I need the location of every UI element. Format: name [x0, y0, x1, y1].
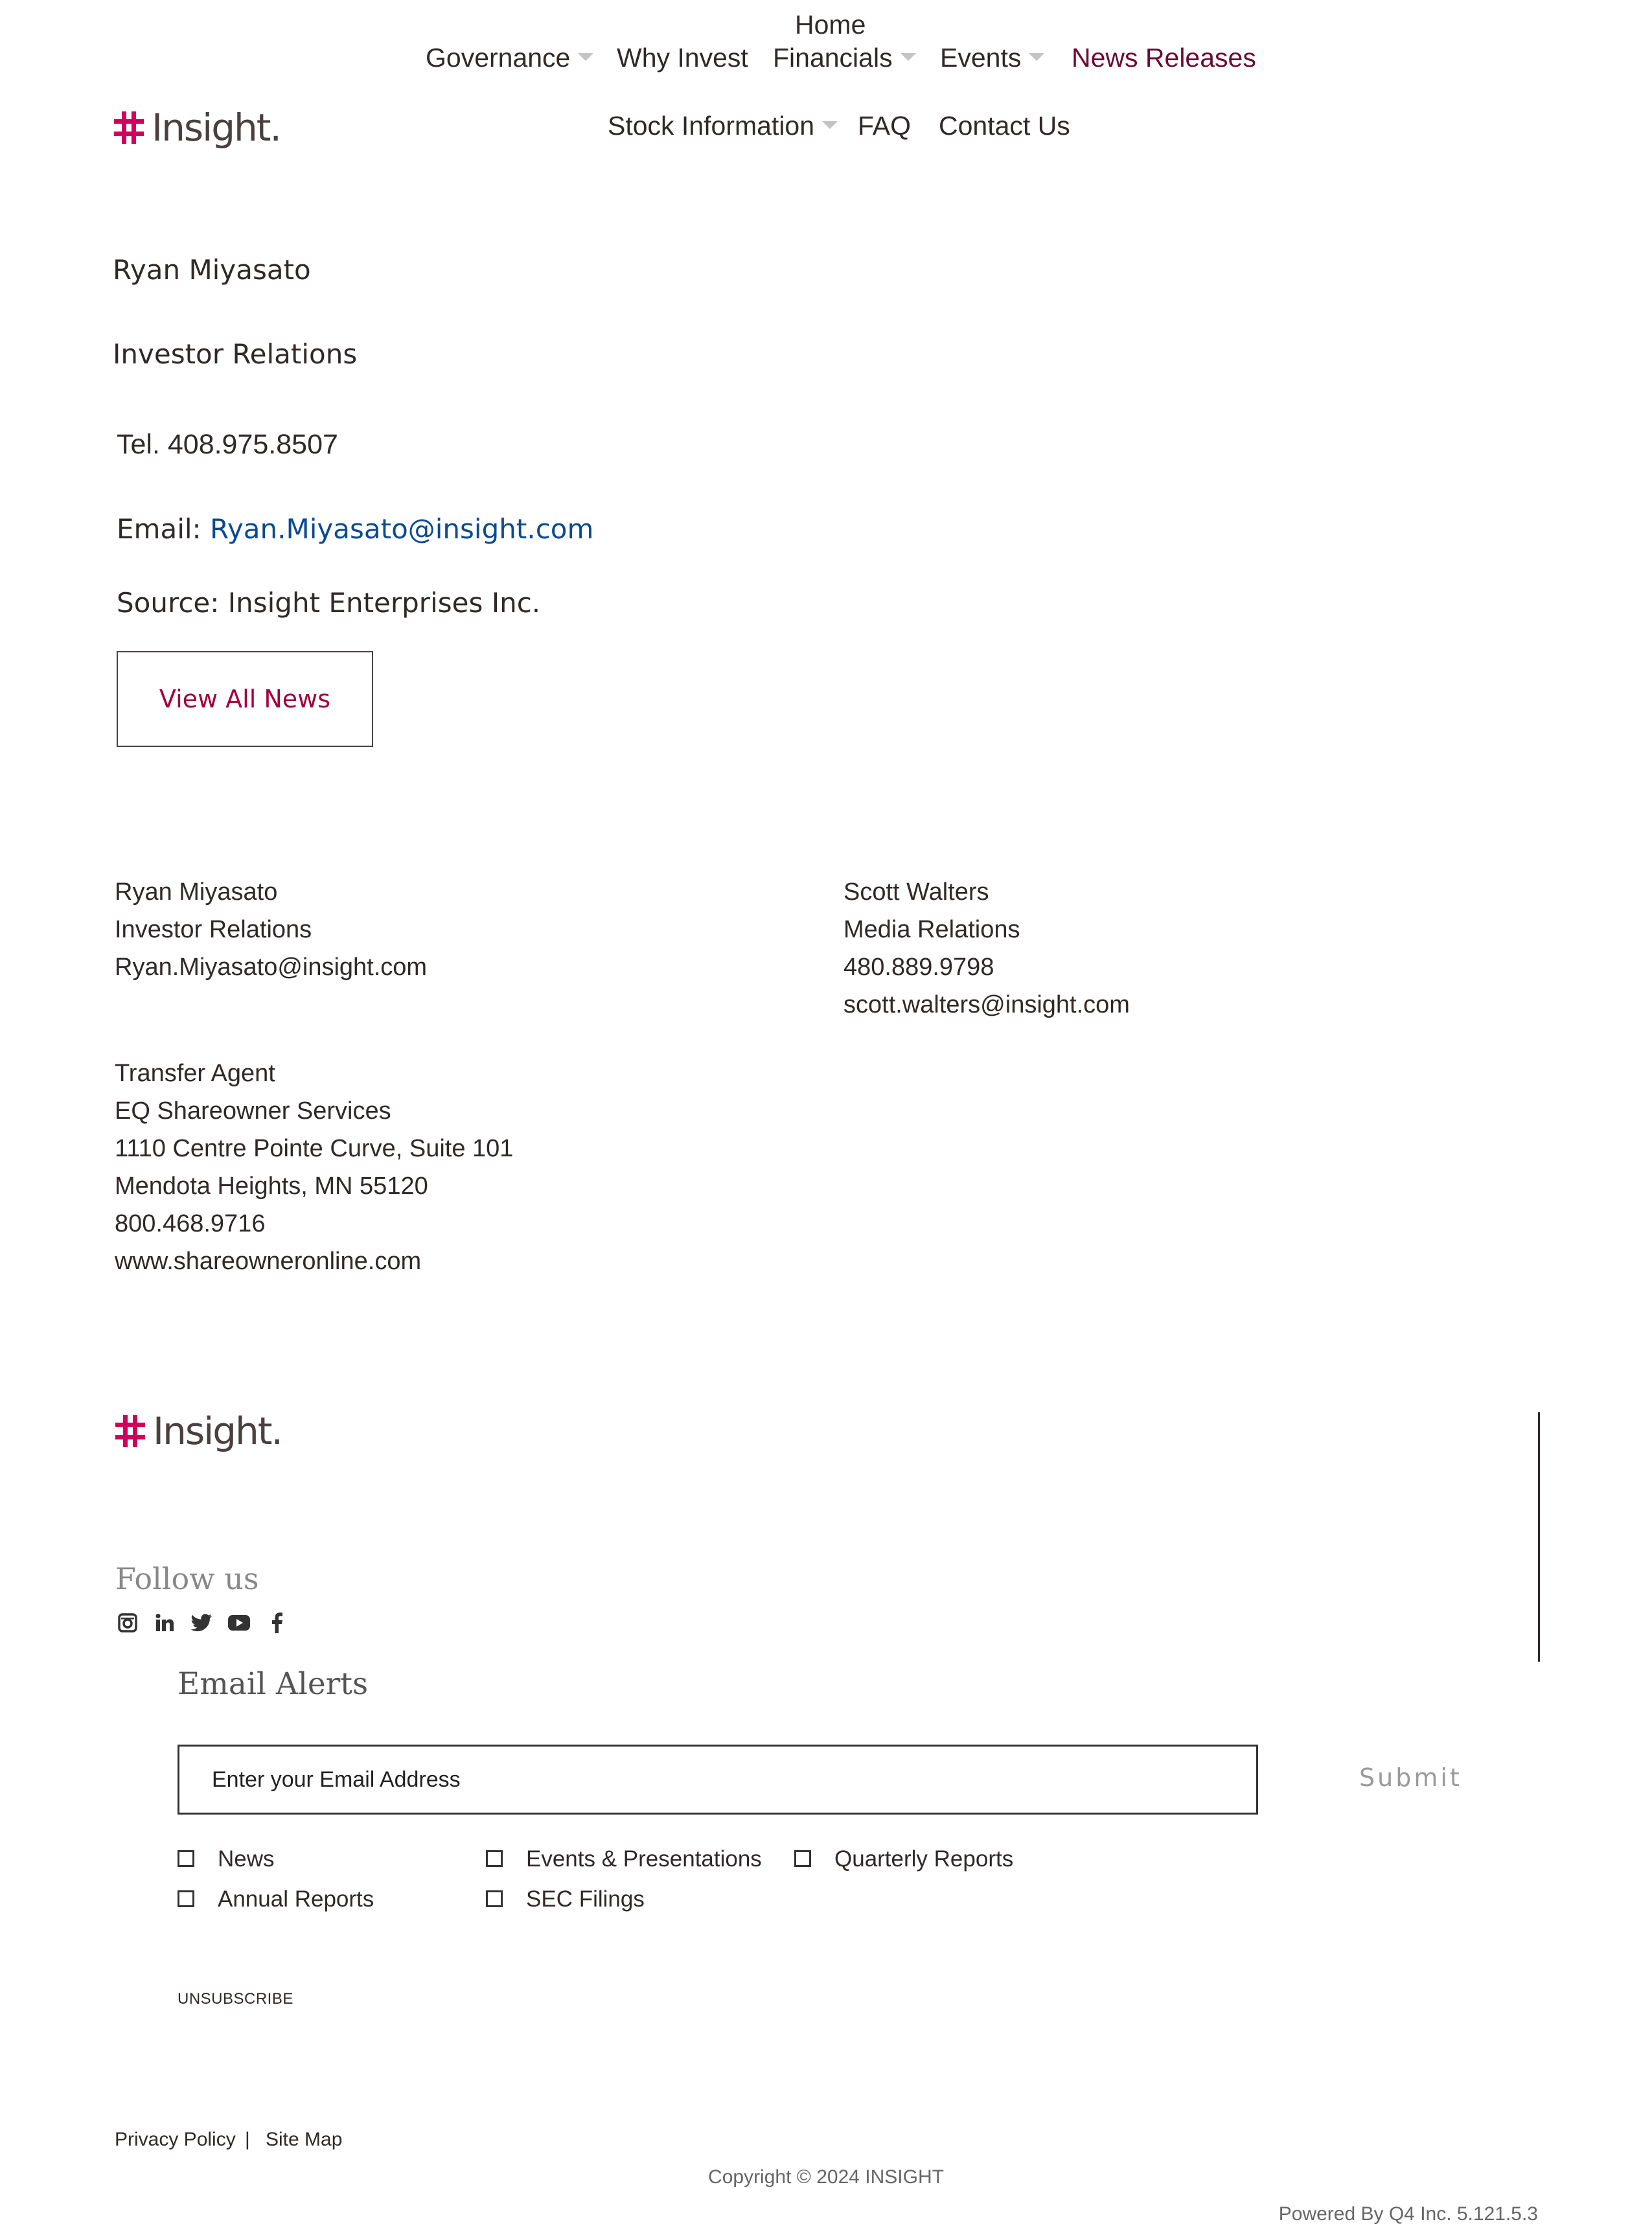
pr-email-line	[117, 513, 594, 545]
footer-separator: |	[245, 2129, 250, 2150]
nav-stock-information[interactable]	[608, 113, 838, 139]
pr-contact-name: Ryan Miyasato	[113, 254, 311, 286]
checkbox-sec-filings[interactable]	[486, 1890, 503, 1907]
email-alerts-submit-button[interactable]: Submit	[1359, 1763, 1462, 1792]
transfer-agent-address2: Mendota Heights, MN 55120	[115, 1173, 428, 1200]
checkbox-news[interactable]	[178, 1850, 194, 1867]
nav-contact-us[interactable]: Contact Us	[939, 111, 1070, 141]
nav-faq[interactable]: FAQ	[858, 111, 912, 141]
linkedin-icon[interactable]	[154, 1612, 176, 1634]
view-all-news-button[interactable]	[117, 651, 373, 747]
insight-hash-icon	[114, 111, 144, 144]
pr-email-link[interactable]: Ryan.Miyasato@insight.com	[210, 513, 594, 545]
insight-logo[interactable]	[114, 106, 281, 150]
chevron-down-icon	[822, 121, 838, 129]
insight-hash-icon	[115, 1415, 145, 1447]
nav-governance[interactable]	[426, 45, 593, 71]
ir-contact-email[interactable]: Ryan.Miyasato@insight.com	[115, 954, 428, 981]
chevron-down-icon	[578, 53, 593, 61]
logo-wordmark: Insight	[152, 106, 270, 150]
footer-divider	[1538, 1412, 1540, 1662]
media-contact-name: Scott Walters	[843, 878, 989, 906]
footer-insight-logo[interactable]	[115, 1409, 282, 1453]
transfer-agent-heading: Transfer Agent	[115, 1060, 275, 1087]
checkbox-events-presentations-label: Events & Presentations	[526, 1846, 762, 1872]
checkbox-quarterly-reports[interactable]	[794, 1850, 811, 1867]
checkbox-sec-filings-label: SEC Filings	[526, 1886, 645, 1912]
transfer-agent-address1: 1110 Centre Pointe Curve, Suite 101	[115, 1135, 514, 1162]
copyright-text: Copyright © 2024 INSIGHT	[708, 2166, 944, 2188]
instagram-icon[interactable]	[117, 1612, 139, 1634]
email-alerts-placeholder: Enter your Email Address	[212, 1767, 461, 1792]
nav-news-releases[interactable]: News Releases	[1072, 43, 1256, 73]
ir-contact-name: Ryan Miyasato	[115, 878, 278, 906]
email-alerts-input[interactable]	[178, 1745, 1258, 1815]
site-map-link[interactable]: Site Map	[266, 2129, 343, 2150]
pr-email-label: Email:	[117, 513, 211, 545]
logo-dot: .	[270, 106, 281, 150]
footer-logo-wordmark: Insight	[153, 1409, 271, 1453]
unsubscribe-link[interactable]: UNSUBSCRIBE	[178, 1990, 293, 2008]
nav-events-label: Events	[940, 43, 1022, 73]
view-all-news-label: View All News	[159, 685, 331, 713]
transfer-agent-phone: 800.468.9716	[115, 1210, 266, 1237]
facebook-icon[interactable]	[266, 1612, 288, 1634]
checkbox-news-label: News	[218, 1846, 275, 1872]
pr-contact-title: Investor Relations	[113, 338, 358, 370]
media-contact-title: Media Relations	[843, 916, 1020, 943]
media-contact-email[interactable]: scott.walters@insight.com	[843, 991, 1130, 1018]
youtube-icon[interactable]	[227, 1612, 251, 1634]
media-contact-phone: 480.889.9798	[843, 954, 994, 981]
ir-contact-title: Investor Relations	[115, 916, 312, 943]
nav-financials-label: Financials	[773, 43, 893, 73]
checkbox-annual-reports[interactable]	[178, 1890, 194, 1907]
pr-source: Source: Insight Enterprises Inc.	[117, 587, 541, 619]
email-alerts-heading: Email Alerts	[178, 1666, 369, 1702]
checkbox-annual-reports-label: Annual Reports	[218, 1886, 374, 1912]
checkbox-quarterly-reports-label: Quarterly Reports	[834, 1846, 1014, 1872]
nav-why-invest[interactable]: Why Invest	[617, 43, 748, 73]
twitter-icon[interactable]	[190, 1612, 212, 1634]
pr-tel: Tel. 408.975.8507	[117, 429, 338, 460]
transfer-agent-company: EQ Shareowner Services	[115, 1097, 391, 1125]
follow-us-heading: Follow us	[115, 1561, 259, 1596]
logo-dot: .	[271, 1409, 282, 1453]
nav-governance-label: Governance	[426, 43, 571, 73]
nav-financials[interactable]	[773, 45, 916, 71]
powered-by-text: Powered By Q4 Inc. 5.121.5.3	[1278, 2203, 1538, 2225]
nav-events[interactable]	[940, 45, 1044, 71]
transfer-agent-website[interactable]: www.shareowneronline.com	[115, 1248, 422, 1275]
nav-stock-information-label: Stock Information	[608, 111, 815, 141]
privacy-policy-link[interactable]: Privacy Policy	[115, 2129, 236, 2150]
chevron-down-icon	[901, 53, 916, 61]
chevron-down-icon	[1029, 53, 1044, 61]
nav-home[interactable]: Home	[795, 10, 866, 40]
checkbox-events-presentations[interactable]	[486, 1850, 503, 1867]
